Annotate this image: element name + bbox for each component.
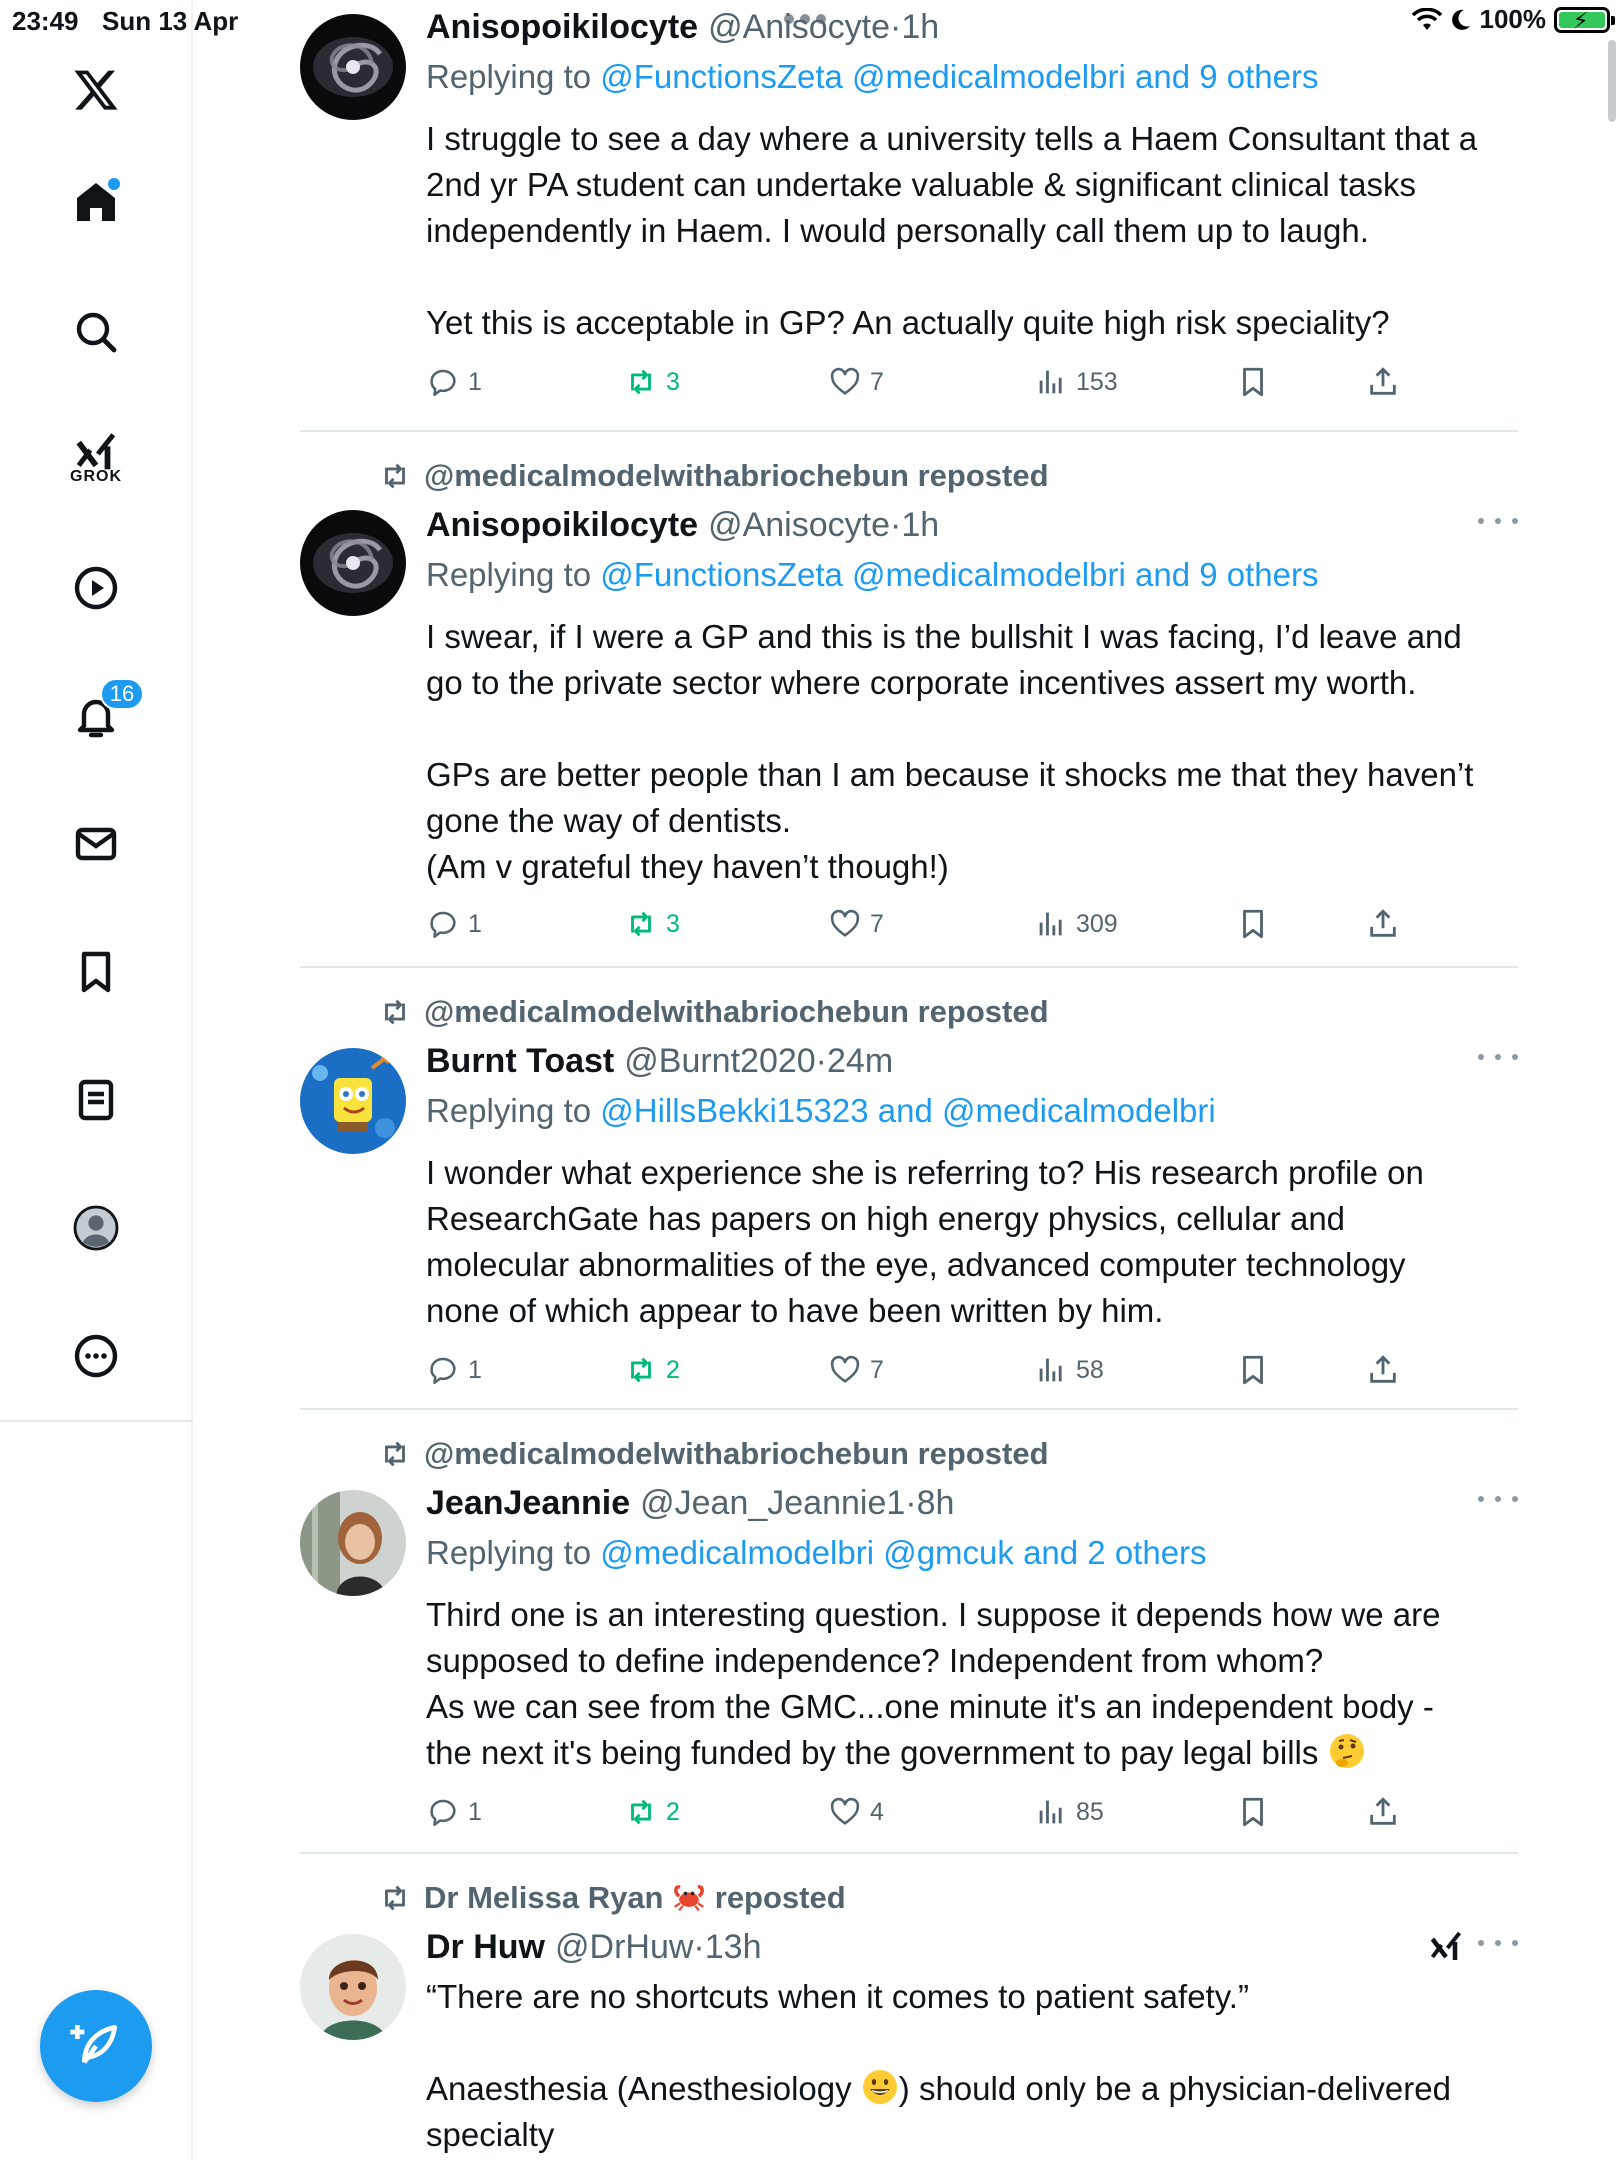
share-button[interactable] — [1366, 1350, 1400, 1390]
more-options-icon[interactable] — [1478, 506, 1518, 536]
views-count: 85 — [1076, 1797, 1104, 1826]
repost-count: 2 — [666, 1355, 680, 1384]
reply-count: 1 — [468, 1797, 482, 1826]
post-text: I struggle to see a day where a university tells a Haem Consultant that a 2nd yr PA student can undertake valuable & significant clinical tasks independently in Haem. I would personally call them up to laugh. Yet this is acceptable in GP? An actually quite high risk speciality? — [426, 120, 1478, 341]
post-text: “There are no shortcuts when it comes to patient safety.” Anaesthesia (Anesthesiology ) should only be a physician-delivered specialty — [426, 1978, 1451, 2153]
reply-count: 1 — [468, 909, 482, 938]
repost-count: 3 — [666, 367, 680, 396]
post-actions — [426, 1350, 1426, 1390]
home-unread-dot — [108, 178, 120, 190]
play-icon[interactable] — [66, 558, 126, 618]
reply-button[interactable] — [426, 1792, 482, 1832]
thinking-face-emoji — [1328, 1732, 1366, 1770]
compose-icon — [68, 2018, 124, 2074]
mail-icon[interactable] — [66, 814, 126, 874]
post-time[interactable]: 13h — [704, 1928, 762, 1966]
views-button[interactable] — [1034, 362, 1118, 402]
post-actions — [426, 362, 1426, 402]
reply-icon — [426, 365, 460, 399]
repost-icon — [624, 1353, 658, 1387]
status-time: 23:49 — [12, 6, 79, 36]
avatar[interactable] — [300, 1048, 406, 1154]
views-button[interactable] — [1034, 904, 1118, 944]
repost-icon — [624, 1795, 658, 1829]
user-handle[interactable]: @Jean_Jeannie1 — [640, 1484, 906, 1522]
avatar[interactable] — [300, 1934, 406, 2040]
views-count: 58 — [1076, 1355, 1104, 1384]
heart-icon — [828, 1353, 862, 1387]
repost-button[interactable] — [624, 904, 680, 944]
reply-icon — [426, 907, 460, 941]
repost-user[interactable]: @medicalmodelwithabriochebun — [424, 994, 909, 1029]
bookmark-icon — [1236, 907, 1270, 941]
search-icon[interactable] — [66, 302, 126, 362]
mention-link[interactable]: @HillsBekki15323 — [600, 1092, 869, 1129]
share-icon — [1366, 1353, 1400, 1387]
post-header: Anisopoikilocyte @Anisocyte · 1h — [426, 506, 940, 544]
share-button[interactable] — [1366, 1792, 1400, 1832]
views-count: 309 — [1076, 909, 1118, 938]
repost-user[interactable]: @medicalmodelwithabriochebun — [424, 458, 909, 493]
battery-icon: ⚡ — [1554, 7, 1610, 33]
bell-icon[interactable] — [66, 681, 135, 746]
views-icon — [1034, 1353, 1068, 1387]
like-count: 7 — [870, 367, 884, 396]
views-count: 153 — [1076, 367, 1118, 396]
more-circle-icon[interactable] — [66, 1326, 126, 1386]
heart-icon — [828, 365, 862, 399]
like-button[interactable] — [828, 362, 884, 402]
repost-context: @medicalmodelwithabriochebun reposted — [378, 994, 1049, 1030]
share-icon — [1366, 907, 1400, 941]
repost-user[interactable]: Dr Melissa Ryan — [424, 1880, 664, 1915]
display-name[interactable]: Dr Huw — [426, 1928, 545, 1966]
like-button[interactable] — [828, 904, 884, 944]
post-header: Burnt Toast @Burnt2020 · 24m — [426, 1042, 894, 1080]
more-options-icon[interactable] — [1478, 1042, 1518, 1072]
profile-icon[interactable] — [66, 1198, 126, 1258]
mention-link[interactable]: @medicalmodelbri — [852, 556, 1126, 593]
avatar[interactable] — [300, 14, 406, 120]
post-text: I wonder what experience she is referring to? His research profile on ResearchGate has papers on high energy physics, cellular and molecular abnormalities of the eye, advanced computer technology none of which appear to have been written by him. — [426, 1154, 1424, 1329]
repost-icon — [624, 365, 658, 399]
status-date: Sun 13 Apr — [102, 6, 239, 36]
repost-button[interactable] — [624, 362, 680, 402]
mention-link[interactable]: @FunctionsZeta — [600, 58, 843, 95]
mention-link[interactable]: @gmcuk — [883, 1534, 1014, 1571]
views-icon — [1034, 1795, 1068, 1829]
share-icon — [1366, 365, 1400, 399]
repost-context: Dr Melissa Ryan reposted — [378, 1880, 846, 1916]
views-icon — [1034, 365, 1068, 399]
reply-button[interactable] — [426, 904, 482, 944]
share-icon — [1366, 1795, 1400, 1829]
bookmark-button[interactable] — [1236, 904, 1270, 944]
grok-explain-icon[interactable] — [1428, 1930, 1464, 1966]
post-actions — [426, 904, 1426, 944]
views-icon — [1034, 907, 1068, 941]
post[interactable] — [300, 968, 1518, 1410]
avatar[interactable] — [300, 510, 406, 616]
repost-button[interactable] — [624, 1792, 680, 1832]
notifications-badge: 16 — [100, 678, 144, 710]
reply-count: 1 — [468, 1355, 482, 1384]
mention-link[interactable]: @medicalmodelbri — [600, 1534, 875, 1571]
more-options-icon[interactable] — [1478, 1484, 1518, 1514]
others-link[interactable]: and 9 others — [1134, 58, 1319, 95]
bookmark-button[interactable] — [1236, 1792, 1270, 1832]
post-time[interactable]: 8h — [916, 1484, 955, 1522]
user-handle[interactable]: @Anisocyte — [708, 506, 890, 544]
battery-percent: 100% — [1479, 4, 1546, 34]
post[interactable] — [300, 1854, 1518, 2160]
repost-button[interactable] — [624, 1350, 680, 1390]
like-count: 7 — [870, 909, 884, 938]
repost-context: @medicalmodelwithabriochebun reposted — [378, 458, 1049, 494]
views-button[interactable] — [1034, 1350, 1104, 1390]
sidebar-divider — [0, 1420, 193, 1422]
reply-context: Replying to @FunctionsZeta @medicalmodelbri and 9 others — [426, 556, 1319, 593]
repost-count: 3 — [666, 909, 680, 938]
bookmark-button[interactable] — [1236, 1350, 1270, 1390]
bookmark-icon — [1236, 1795, 1270, 1829]
grinning-face-emoji — [861, 2068, 899, 2106]
like-button[interactable] — [828, 1792, 884, 1832]
repost-icon — [624, 907, 658, 941]
user-handle[interactable]: @Anisocyte — [708, 8, 890, 46]
display-name[interactable]: Anisopoikilocyte — [426, 506, 699, 544]
more-options-icon[interactable] — [1478, 1928, 1518, 1958]
compose-button[interactable] — [40, 1990, 152, 2102]
post-text: I swear, if I were a GP and this is the bullshit I was facing, I’d leave and go to the private sector where corporate incentives assert my worth. GPs are better people than I am because it shocks me that they haven’t gone the way of dentists. (Am v grateful they haven’t though!) — [426, 618, 1474, 885]
repost-context: @medicalmodelwithabriochebun reposted — [378, 1436, 1049, 1472]
reply-icon — [426, 1353, 460, 1387]
post[interactable] — [300, 0, 1518, 432]
reply-count: 1 — [468, 367, 482, 396]
mention-link[interactable]: @medicalmodelbri — [852, 58, 1126, 95]
heart-icon — [828, 1795, 862, 1829]
post-text: Third one is an interesting question. I suppose it depends how we are supposed to define independence? Independent from whom? As we can see from the GMC...one minute it's an independent body - the next it's being funded by the government to pay legal bills — [426, 1596, 1441, 1771]
repost-user[interactable]: @medicalmodelwithabriochebun — [424, 1436, 909, 1471]
bookmark-button[interactable] — [1236, 362, 1270, 402]
share-button[interactable] — [1366, 362, 1400, 402]
post[interactable] — [300, 1410, 1518, 1854]
user-handle[interactable]: @DrHuw — [555, 1928, 694, 1966]
grok-label: GROK — [70, 468, 122, 485]
post-actions — [426, 1792, 1426, 1832]
repost-icon — [378, 995, 412, 1029]
share-button[interactable] — [1366, 904, 1400, 944]
list-icon[interactable] — [66, 1070, 126, 1130]
display-name[interactable]: Anisopoikilocyte — [426, 8, 699, 46]
bookmark-icon — [1236, 365, 1270, 399]
post-header: JeanJeannie @Jean_Jeannie1 · 8h — [426, 1484, 955, 1522]
repost-count: 2 — [666, 1797, 680, 1826]
heart-icon — [828, 907, 862, 941]
post-time[interactable]: 1h — [901, 506, 940, 544]
like-count: 7 — [870, 1355, 884, 1384]
crab-emoji — [672, 1880, 706, 1914]
mention-link[interactable]: @medicalmodelbri — [941, 1092, 1216, 1129]
others-link[interactable]: and 2 others — [1023, 1534, 1207, 1571]
reply-context: Replying to @HillsBekki15323 and @medicalmodelbri — [426, 1092, 1216, 1129]
like-count: 4 — [870, 1797, 884, 1826]
display-name[interactable]: Burnt Toast — [426, 1042, 615, 1080]
x-logo-icon[interactable] — [66, 60, 126, 120]
post-header: Anisopoikilocyte @Anisocyte · 1h — [426, 8, 940, 46]
post[interactable] — [300, 432, 1518, 968]
reply-icon — [426, 1795, 460, 1829]
repost-icon — [378, 1881, 412, 1915]
reply-context: Replying to @medicalmodelbri @gmcuk and 2 others — [426, 1534, 1207, 1571]
reply-button[interactable] — [426, 1350, 482, 1390]
others-link[interactable]: and 9 others — [1134, 556, 1319, 593]
like-button[interactable] — [828, 1350, 884, 1390]
grok-icon[interactable] — [66, 424, 126, 484]
display-name[interactable]: JeanJeannie — [426, 1484, 631, 1522]
post-time[interactable]: 1h — [901, 8, 940, 46]
reply-context: Replying to @FunctionsZeta @medicalmodelbri and 9 others — [426, 58, 1319, 95]
post-header: Dr Huw @DrHuw · 13h — [426, 1928, 762, 1966]
views-button[interactable] — [1034, 1792, 1104, 1832]
avatar[interactable] — [300, 1490, 406, 1596]
bookmark-icon[interactable] — [66, 942, 126, 1002]
sidebar — [0, 0, 193, 2160]
bookmark-icon — [1236, 1353, 1270, 1387]
user-handle[interactable]: @Burnt2020 — [624, 1042, 816, 1080]
repost-icon — [378, 1437, 412, 1471]
mention-link[interactable]: @FunctionsZeta — [600, 556, 843, 593]
home-icon[interactable] — [66, 172, 126, 232]
scrollbar[interactable] — [1608, 40, 1616, 122]
post-time[interactable]: 24m — [827, 1042, 894, 1080]
repost-icon — [378, 459, 412, 493]
reply-button[interactable] — [426, 362, 482, 402]
